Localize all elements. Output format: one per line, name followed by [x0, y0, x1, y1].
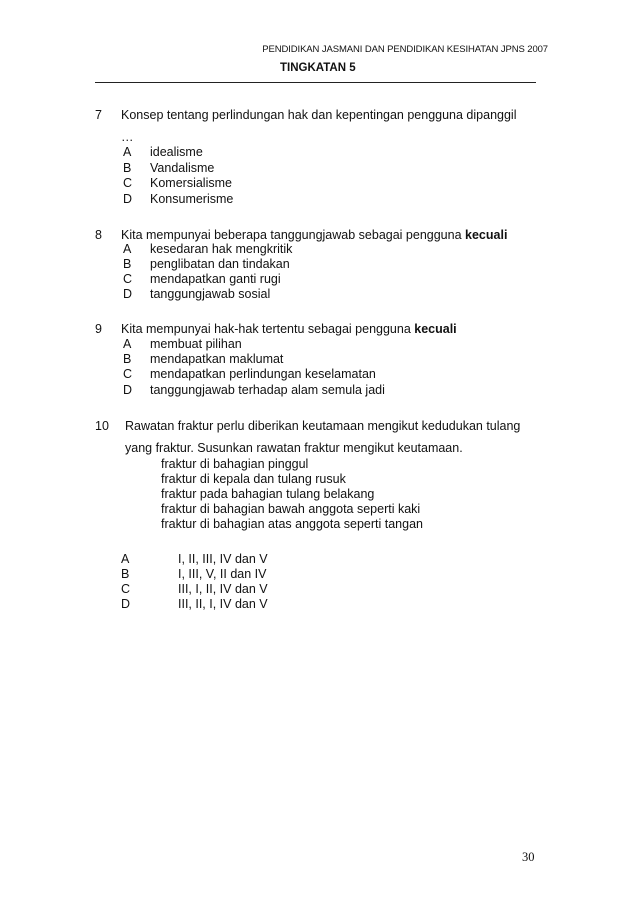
option-text: mendapatkan perlindungan keselamatan: [150, 367, 376, 381]
option-letter: B: [123, 161, 132, 175]
option-text: I, III, V, II dan IV: [178, 567, 267, 581]
list-item: fraktur di bahagian pinggul: [161, 457, 309, 471]
option-letter: C: [123, 272, 133, 286]
question-number: 8: [95, 228, 102, 242]
question-stem: Rawatan fraktur perlu diberikan keutamaan mengikut kedudukan tulang: [125, 419, 521, 433]
list-item: fraktur pada bahagian tulang belakang: [161, 487, 375, 501]
question-stem: Konsep tentang perlindungan hak dan kepentingan pengguna dipanggil: [121, 108, 517, 122]
option-text: tanggungjawab terhadap alam semula jadi: [150, 383, 385, 397]
option-letter: C: [123, 176, 133, 190]
question-stem-line: [121, 322, 457, 338]
option-letter: B: [121, 567, 130, 581]
option-text: Vandalisme: [150, 161, 215, 175]
question-number: 9: [95, 322, 102, 336]
option-letter: B: [123, 352, 132, 366]
option-text: membuat pilihan: [150, 337, 242, 351]
option-letter: D: [123, 192, 133, 206]
question-9: [95, 322, 555, 402]
option-letter: A: [123, 145, 132, 159]
list-item: fraktur di kepala dan tulang rusuk: [161, 472, 346, 486]
header-level: TINGKATAN 5: [280, 62, 356, 74]
page-number: 30: [522, 850, 535, 864]
option-letter: D: [123, 383, 133, 397]
option-letter: A: [123, 337, 132, 351]
question-8: [95, 228, 555, 308]
question-7: [95, 108, 555, 208]
question-keyword: kecuali: [465, 228, 508, 242]
option-text: Konsumerisme: [150, 192, 234, 206]
option-text: Komersialisme: [150, 176, 232, 190]
question-stem: Kita mempunyai beberapa tanggungjawab sebagai pengguna: [121, 228, 462, 242]
option-letter: A: [123, 242, 132, 256]
option-letter: D: [121, 597, 131, 611]
option-text: III, II, I, IV dan V: [178, 597, 268, 611]
question-stem: Kita mempunyai hak-hak tertentu sebagai pengguna: [121, 322, 411, 336]
option-text: I, II, III, IV dan V: [178, 552, 268, 566]
option-letter: B: [123, 257, 132, 271]
question-number: 10: [95, 419, 109, 433]
option-letter: A: [121, 552, 130, 566]
option-text: tanggungjawab sosial: [150, 287, 271, 301]
option-text: penglibatan dan tindakan: [150, 257, 290, 271]
header-divider: [95, 82, 536, 83]
option-letter: C: [121, 582, 131, 596]
option-text: III, I, II, IV dan V: [178, 582, 268, 596]
question-stem-continuation: yang fraktur. Susunkan rawatan fraktur mengikut keutamaan.: [125, 441, 463, 455]
option-letter: C: [123, 367, 133, 381]
header-subject: PENDIDIKAN JASMANI DAN PENDIDIKAN KESIHATAN JPNS 2007: [262, 44, 548, 55]
option-text: mendapatkan maklumat: [150, 352, 284, 366]
option-letter: D: [123, 287, 133, 301]
list-item: fraktur di bahagian bawah anggota seperti kaki: [161, 502, 421, 516]
question-keyword: kecuali: [414, 322, 457, 336]
option-text: mendapatkan ganti rugi: [150, 272, 281, 286]
option-text: kesedaran hak mengkritik: [150, 242, 293, 256]
list-item: fraktur di bahagian atas anggota seperti tangan: [161, 517, 423, 531]
question-10: [95, 419, 555, 619]
question-number: 7: [95, 108, 102, 122]
option-text: idealisme: [150, 145, 203, 159]
question-stem-continuation: …: [121, 130, 134, 144]
